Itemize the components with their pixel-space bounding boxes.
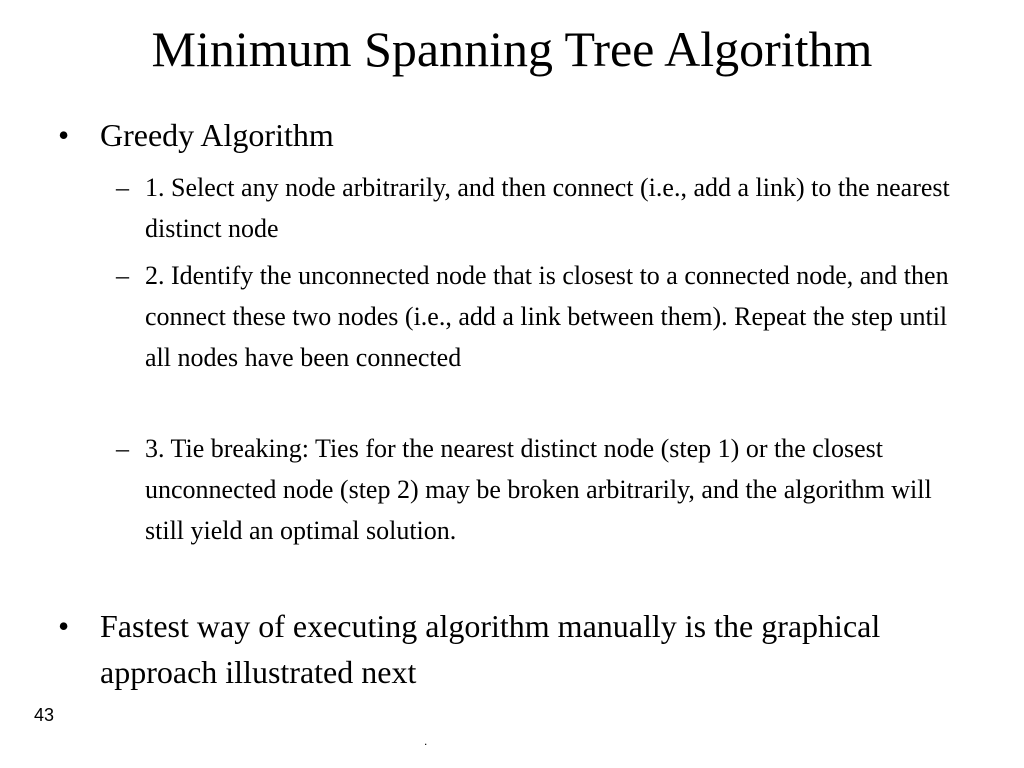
footer-mark: . xyxy=(424,734,428,748)
bullet-greedy-algorithm xyxy=(58,112,978,158)
sub-marker: – xyxy=(116,173,129,202)
subitem-step-2 xyxy=(116,255,976,378)
bullet-fastest-way xyxy=(58,603,978,695)
bullet-marker: • xyxy=(58,117,70,153)
bullet-text: Greedy Algorithm xyxy=(100,117,334,153)
subitem-text: 1. Select any node arbitrarily, and then connect (i.e., add a link) to the nearest distinct node xyxy=(145,173,950,243)
subitem-text: 2. Identify the unconnected node that is closest to a connected node, and then connect these two nodes (i.e., add a link between them). Repeat the step until all nodes have been connected xyxy=(145,261,949,372)
slide-title: Minimum Spanning Tree Algorithm xyxy=(151,21,873,77)
subitem-step-3 xyxy=(116,428,976,551)
subitem-step-1 xyxy=(116,167,976,249)
bullet-marker: • xyxy=(58,608,70,644)
sub-marker: – xyxy=(116,261,129,290)
page-number: 43 xyxy=(34,705,55,725)
subitem-text: 3. Tie breaking: Ties for the nearest distinct node (step 1) or the closest unconnected node (step 2) may be broken arbitrarily, and the algorithm will still yield an optimal solution. xyxy=(145,434,932,545)
sub-marker: – xyxy=(116,434,129,463)
bullet-text: Fastest way of executing algorithm manually is the graphical approach illustrated next xyxy=(100,608,881,690)
